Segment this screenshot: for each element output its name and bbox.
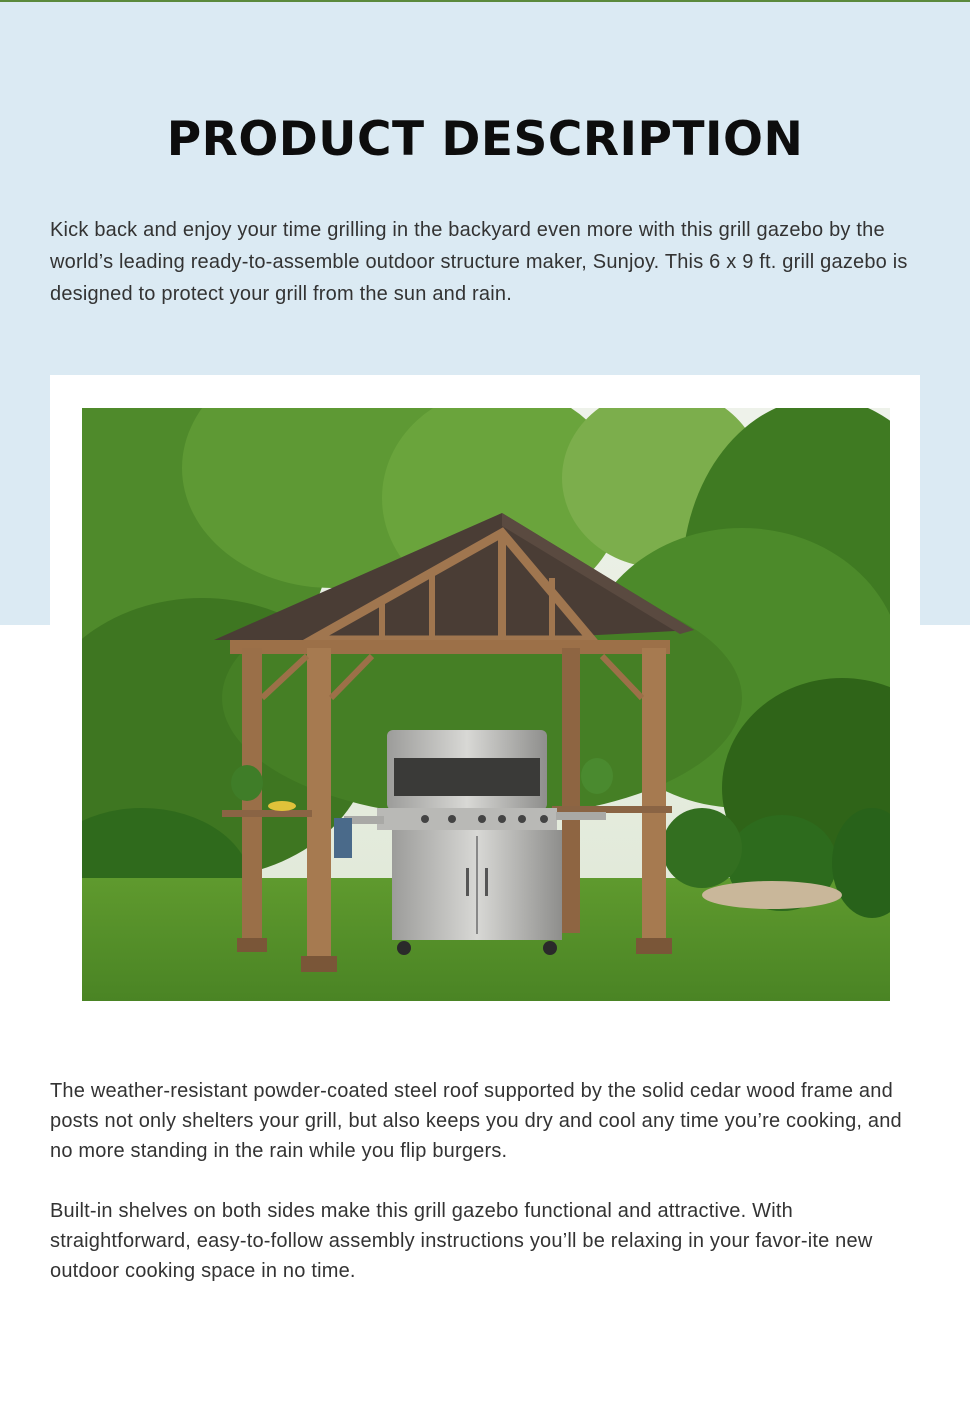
intro-paragraph: Kick back and enjoy your time grilling in the backyard even more with this grill gazebo by the world’s leading ready-to-assemble outdoor structure maker, Sunjoy. This 6 x 9 ft. grill gazebo is designed to protect your grill from the sun and rain.	[50, 219, 908, 305]
body-paragraph-2: Built-in shelves on both sides make this grill gazebo functional and attractive. With straightforward, easy-to-follow assembly instructions you’ll be relaxing in your favor-ite new outdoor cooking space in no time.	[50, 1200, 873, 1282]
body-paragraph-1: The weather-resistant powder-coated steel roof supported by the solid cedar wood frame and posts not only shelters your grill, but also keeps you dry and cool any time you’re cooking, and no more standing in the rain while you flip burgers.	[50, 1080, 902, 1162]
section-title: PRODUCT DESCRIPTION	[166, 112, 804, 167]
gazebo-photo	[82, 408, 890, 1001]
top-divider	[0, 0, 970, 2]
